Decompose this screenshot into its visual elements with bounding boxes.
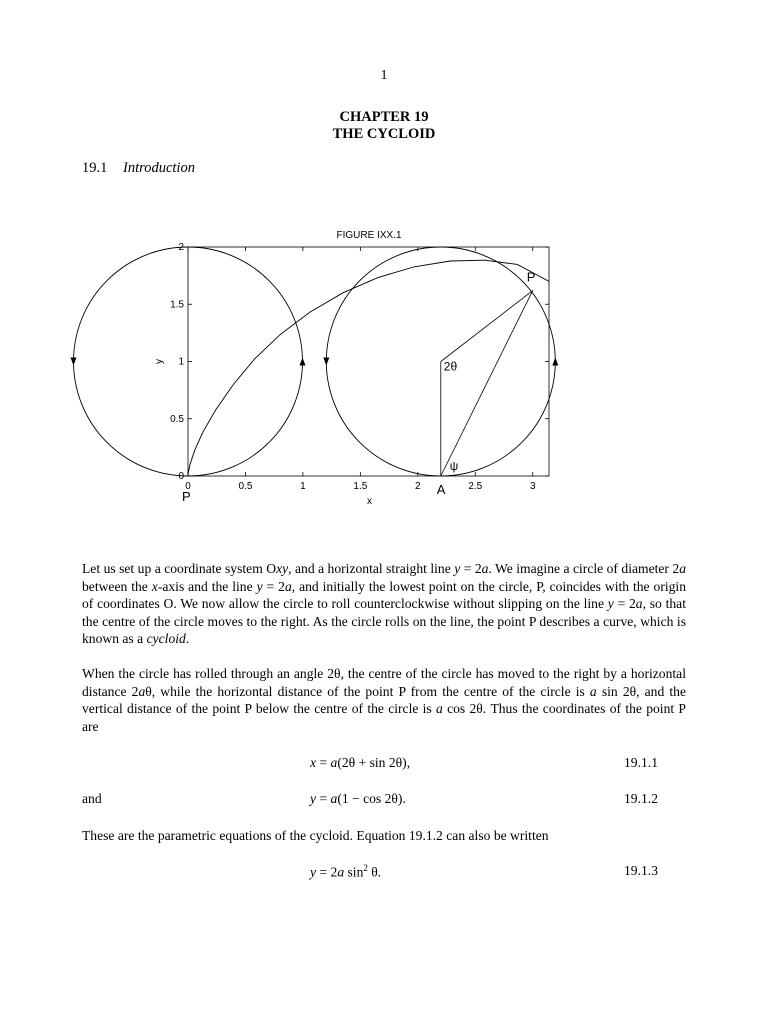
x-axis-label: x <box>367 496 372 507</box>
paragraph-coordinates <box>82 665 686 735</box>
x-tick-label: 1 <box>300 481 306 492</box>
text-run: When the circle has rolled through an angle 2θ, the centre of the circle has moved to the right by a horizontal distance 2 <box>82 666 686 699</box>
math-var: a <box>481 561 489 576</box>
arrow-up-icon <box>300 358 306 366</box>
arrow-down-icon <box>71 358 77 366</box>
cycloid-term: cycloid <box>146 631 186 646</box>
section-heading <box>82 160 195 177</box>
x-tick-label: 3 <box>529 481 536 492</box>
paragraph-intro <box>82 560 686 648</box>
text-run: . We imagine a circle of diameter 2 <box>488 561 680 576</box>
radius-to-p <box>441 291 533 362</box>
equation-19-1-2 <box>82 791 686 809</box>
x-tick-label: 0.5 <box>238 481 253 492</box>
equation-number: 19.1.1 <box>624 755 658 770</box>
plot-area <box>71 242 559 507</box>
cycloid-curve <box>188 260 549 476</box>
x-tick-label: 0 <box>185 481 191 492</box>
figure-caption: FIGURE IXX.1 <box>336 230 402 241</box>
chord-a-to-p <box>441 291 533 476</box>
text-run: cos 2θ. Thus the coordinates of the point P are <box>82 701 686 734</box>
text-run: between the <box>82 578 152 594</box>
math-var: a <box>138 683 146 699</box>
chapter-title: THE CYCLOID <box>332 126 436 142</box>
y-tick-label: 0.5 <box>170 413 184 425</box>
math-var: x <box>151 578 158 594</box>
equation-number: 19.1.2 <box>624 791 658 806</box>
chapter-heading <box>0 109 768 143</box>
section-title: Introduction <box>123 160 195 176</box>
x-tick-label: 2 <box>415 481 421 492</box>
x-tick-label: 1.5 <box>353 481 368 492</box>
text-run: -axis and the line <box>157 578 257 594</box>
chapter-label: CHAPTER 19 <box>339 109 429 125</box>
text-run: θ, while the horizontal distance of the point P from the centre of the circle is <box>145 683 590 699</box>
equation-19-1-3 <box>82 863 686 881</box>
equation-body: y = a(1 − cos 2θ). <box>310 791 406 806</box>
math-var: a <box>679 561 686 576</box>
page-number: 1 <box>380 68 388 83</box>
cycloid-figure <box>60 226 580 516</box>
paragraph-parametric: These are the parametric equations of the cycloid. Equation 19.1.2 can also be written <box>82 828 549 843</box>
equation-number: 19.1.3 <box>624 863 658 878</box>
angle-two-theta-label: 2θ <box>443 359 458 374</box>
point-p-label: P <box>526 269 536 285</box>
math-var: y <box>607 596 614 611</box>
origin-p-label: P <box>182 489 191 504</box>
arrow-down-icon <box>323 358 329 366</box>
text-run: = 2 <box>613 596 636 611</box>
text-run: . <box>185 631 190 646</box>
equation-lead-word: and <box>82 791 102 806</box>
section-number: 19.1 <box>82 160 108 176</box>
arrow-up-icon <box>552 358 558 366</box>
text-run: = 2 <box>262 578 285 594</box>
equation-body: x = a(2θ + sin 2θ), <box>310 755 411 770</box>
text-run: = 2 <box>460 561 482 576</box>
y-axis-label: y <box>154 359 165 364</box>
y-tick-label: 2 <box>178 242 184 253</box>
x-tick-label: 2.5 <box>468 481 483 492</box>
text-run: , so that the centre of the circle moves to the right. As the circle rolls on the line, the point P describes a curve, which is known as a <box>82 596 686 646</box>
math-var: y <box>454 561 461 576</box>
text-run: , and initially the lowest point on the circle, P, coincides with the origin of coordinates O. We now allow the circle to roll counterclockwise without slipping on the line <box>82 578 686 611</box>
math-var: y <box>256 578 263 594</box>
math-var: a <box>589 683 597 699</box>
equation-body: y = 2a $\sin^2 \theta$. <box>310 863 382 880</box>
text-run: Let us set up a coordinate system O <box>82 561 277 576</box>
math-var: a <box>436 701 443 716</box>
angle-psi-label: ψ <box>449 459 459 473</box>
text-run: sin 2θ, and the vertical distance of the point P below the centre of the circle is <box>82 683 687 716</box>
point-a-label: A <box>436 482 446 497</box>
equation-19-1-1 <box>82 755 686 773</box>
math-var: a <box>284 578 292 594</box>
y-tick-label: 0 <box>178 471 184 482</box>
math-var: xy <box>276 561 289 576</box>
y-tick-label: 1.5 <box>170 299 184 311</box>
y-tick-label: 1 <box>178 356 184 368</box>
math-var: a <box>635 596 643 611</box>
text-run: , and a horizontal straight line <box>288 561 455 576</box>
